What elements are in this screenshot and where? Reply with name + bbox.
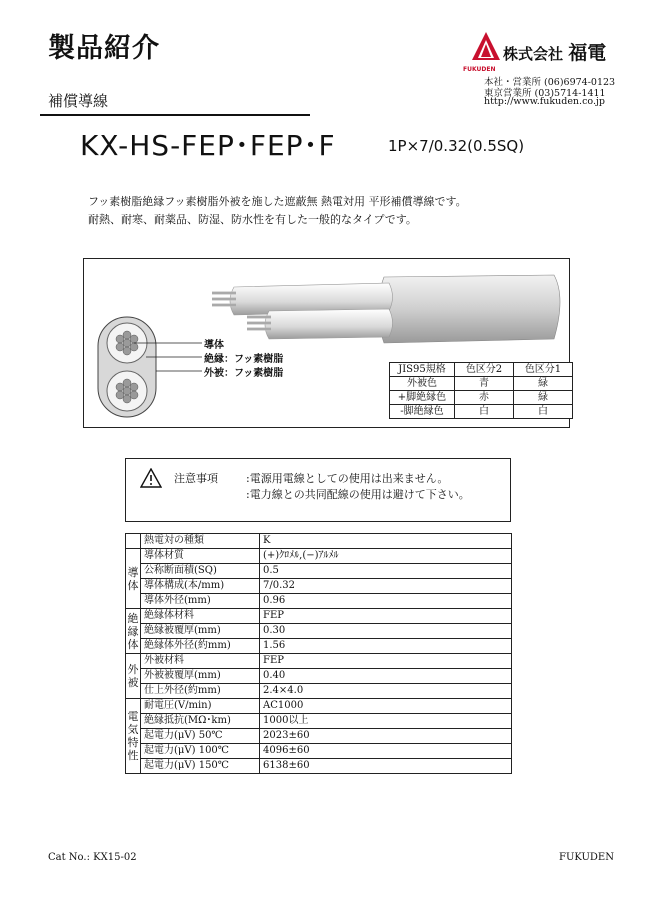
spec-item: 導体材質: [141, 549, 260, 564]
table-row: [126, 639, 512, 654]
spec-value: 7/0.32: [260, 579, 512, 594]
spec-item: 熱電対の種類: [141, 534, 260, 549]
table-header: JIS95規格: [390, 363, 455, 377]
spec-item: 仕上外径(約mm): [141, 684, 260, 699]
table-row: [126, 624, 512, 639]
spec-item: 外被被覆厚(mm): [141, 669, 260, 684]
insulation-label: 絶縁：フッ素樹脂: [204, 354, 284, 365]
spec-value: FEP: [260, 654, 512, 669]
spec-value: 1000以上: [260, 714, 512, 729]
table-row: [126, 669, 512, 684]
spec-item: 絶縁体外径(約mm): [141, 639, 260, 654]
warning-icon: [140, 468, 162, 488]
address-line-tokyo-office: 東京営業所 (03)5714-1411: [484, 88, 606, 99]
spec-item: 導体構成(本/mm): [141, 579, 260, 594]
table-row: [126, 609, 512, 624]
spec-item: 起電力(μV) 150℃: [141, 759, 260, 774]
table-header: 色区分2: [455, 363, 514, 377]
table-cell: 青: [455, 377, 514, 391]
spec-value: 2.4×4.0: [260, 684, 512, 699]
spec-item: 起電力(μV) 50℃: [141, 729, 260, 744]
page-title: 製品紹介: [48, 33, 160, 64]
company-name-main: 福電: [568, 42, 607, 64]
table-header: 色区分1: [514, 363, 573, 377]
table-row: [390, 363, 573, 377]
spec-table: [125, 533, 512, 774]
spec-value: (+)ｸﾛﾒﾙ,(−)ｱﾙﾒﾙ: [260, 549, 512, 564]
footer-brand: FUKUDEN: [559, 852, 614, 863]
logo-caption: FUKUDEN: [463, 66, 496, 73]
company-website: http://www.fukuden.co.jp: [484, 96, 605, 107]
spec-item: 絶縁抵抗(MΩ･km): [141, 714, 260, 729]
table-row: [126, 579, 512, 594]
spec-value: 0.96: [260, 594, 512, 609]
table-cell: +脚絶縁色: [390, 391, 455, 405]
table-row: [126, 729, 512, 744]
table-row: [390, 391, 573, 405]
spec-item: 絶縁体材料: [141, 609, 260, 624]
spec-value: 4096±60: [260, 744, 512, 759]
table-row: [126, 594, 512, 609]
table-row: [126, 549, 512, 564]
table-row: [126, 759, 512, 774]
caution-label: 注意事項: [174, 472, 218, 485]
table-cell: 緑: [514, 377, 573, 391]
table-cell: 外被色: [390, 377, 455, 391]
table-cell: 白: [514, 405, 573, 419]
spec-value: 2023±60: [260, 729, 512, 744]
table-row: [390, 377, 573, 391]
description-line-1: フッ素樹脂絶縁フッ素樹脂外被を施した遮蔽無 熱電対用 平形補償導線です。: [88, 195, 467, 208]
group-insulation: 絶縁体: [126, 609, 141, 654]
table-row: [126, 654, 512, 669]
spec-item: 耐電圧(V/min): [141, 699, 260, 714]
spec-value: 0.40: [260, 669, 512, 684]
table-row: [126, 714, 512, 729]
conductor-label: 導体: [204, 340, 224, 351]
spec-value: AC1000: [260, 699, 512, 714]
sheath-label: 外被：フッ素樹脂: [204, 368, 284, 379]
spec-value: 0.30: [260, 624, 512, 639]
title-divider: [40, 114, 310, 116]
caution-line-1: :電源用電線としての使用は出来ません。: [246, 472, 449, 485]
product-name: KX-HS-FEP･FEP･F: [80, 129, 336, 162]
spec-value: 1.56: [260, 639, 512, 654]
address-line-head-office: 本社・営業所 (06)6974-0123: [484, 77, 616, 88]
spec-value: FEP: [260, 609, 512, 624]
product-spec: 1P×7/0.32(0.5SQ): [388, 137, 525, 155]
table-row: [390, 405, 573, 419]
group-conductor: 導体: [126, 549, 141, 609]
spec-item: 導体外径(mm): [141, 594, 260, 609]
table-cell: -脚絶縁色: [390, 405, 455, 419]
spec-value: K: [260, 534, 512, 549]
group-electrical: 電気特性: [126, 699, 141, 774]
table-row: [126, 699, 512, 714]
spec-item: 起電力(μV) 100℃: [141, 744, 260, 759]
spec-item: 外被材料: [141, 654, 260, 669]
company-name-prefix: 株式会社: [503, 45, 564, 63]
color-code-table: [389, 362, 573, 419]
spec-value: 0.5: [260, 564, 512, 579]
catalog-number: Cat No.: KX15-02: [48, 852, 137, 863]
description-line-2: 耐熱、耐寒、耐薬品、防湿、防水性を有した一般的なタイプです。: [88, 213, 417, 226]
caution-line-2: :電力線との共同配線の使用は避けて下さい。: [246, 488, 470, 501]
table-cell: 白: [455, 405, 514, 419]
table-cell: 緑: [514, 391, 573, 405]
table-row: [126, 534, 512, 549]
table-cell: 赤: [455, 391, 514, 405]
spec-item: 絶縁被覆厚(mm): [141, 624, 260, 639]
spec-item: 公称断面積(SQ): [141, 564, 260, 579]
table-row: [126, 744, 512, 759]
spec-value: 6138±60: [260, 759, 512, 774]
group-sheath: 外被: [126, 654, 141, 699]
table-row: [126, 564, 512, 579]
company-name: [503, 38, 606, 65]
table-row: [126, 684, 512, 699]
category-label: 補償導線: [48, 92, 109, 110]
